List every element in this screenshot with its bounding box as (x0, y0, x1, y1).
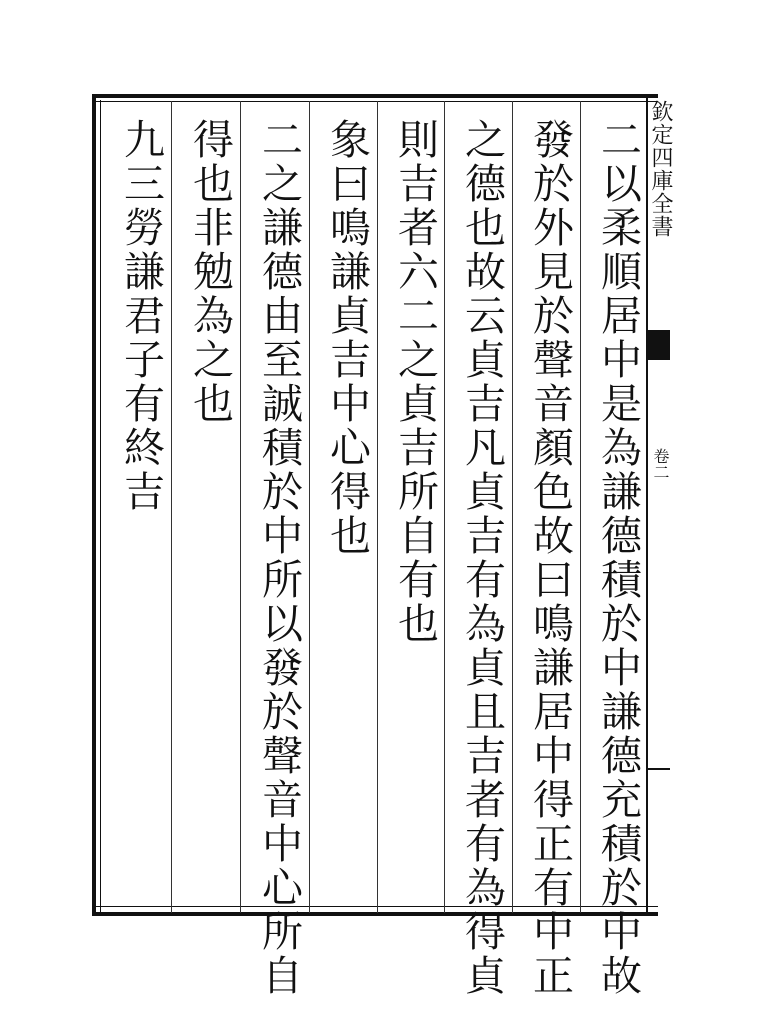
column-rule (240, 101, 241, 913)
text-column-7: 得也非勉為之也 (186, 118, 234, 426)
text-column-8: 九三勞謙君子有終吉 (117, 118, 165, 514)
spine-divider (648, 768, 670, 770)
column-rule (171, 101, 172, 913)
text-column-6: 二之謙德由至誠積於中所以發於聲音中心所自 (255, 118, 303, 998)
text-column-1: 二以柔順居中是為謙德積於中謙德充積於中故 (594, 118, 642, 998)
column-rule (580, 101, 581, 913)
column-rule (444, 101, 445, 913)
column-rule (377, 101, 378, 913)
fish-tail-mark (648, 330, 670, 360)
text-column-4: 則吉者六二之貞吉所自有也 (391, 118, 439, 646)
page-border-inner-left (100, 100, 101, 912)
spine-title: 欽定四庫全書 (648, 100, 673, 238)
spine-volume: 卷二 (651, 448, 670, 480)
column-rule (309, 101, 310, 913)
text-column-5: 象曰鳴謙貞吉中心得也 (323, 118, 371, 558)
column-rule (512, 101, 513, 913)
text-column-2: 發於外見於聲音顏色故曰鳴謙居中得正有中正 (526, 118, 574, 998)
text-column-3: 之德也故云貞吉凡貞吉有為貞且吉者有為得貞 (458, 118, 506, 998)
